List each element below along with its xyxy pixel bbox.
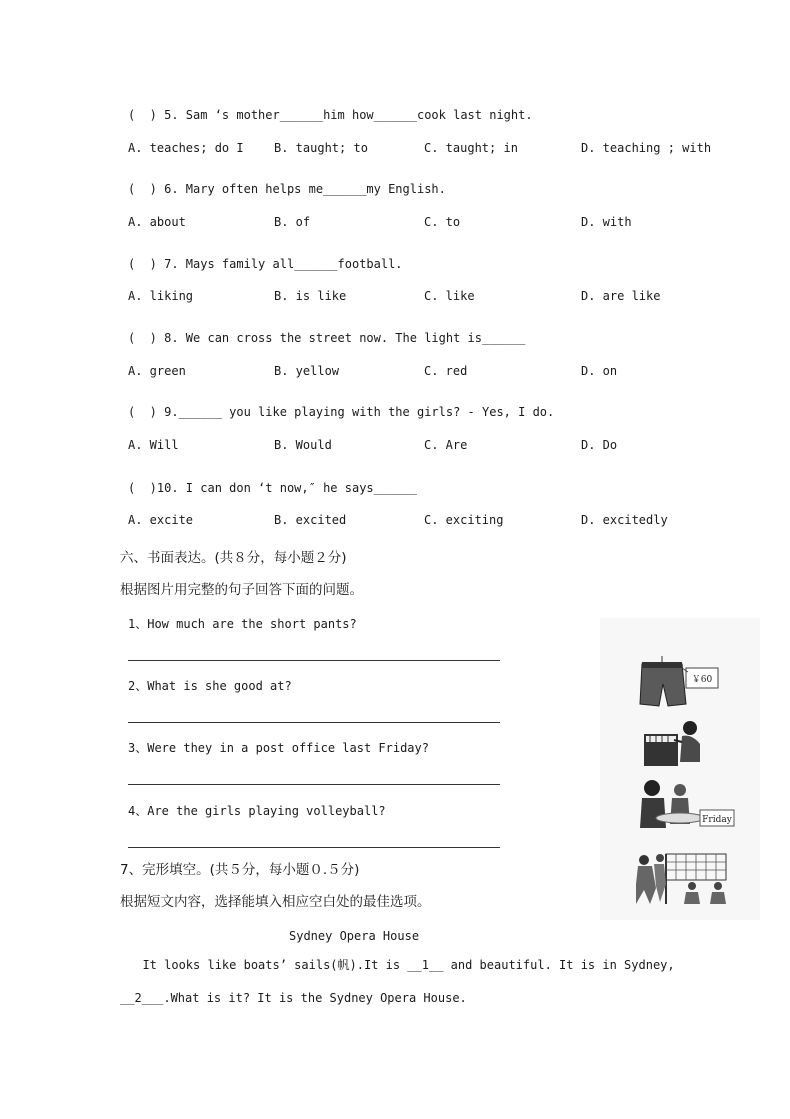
section6-title: 六、书面表达。(共８分，每小题２分) (120, 550, 347, 566)
option-c: C. Are (424, 438, 468, 452)
section6-instruction: 根据图片用完整的句子回答下面的问题。 (120, 582, 363, 598)
option-c: C. taught; in (424, 141, 518, 155)
writing-question-2: 2、What is she good at? (128, 679, 292, 693)
option-a: A. green (128, 364, 186, 378)
option-a: A. Will (128, 438, 179, 452)
question-stem: ( ) 5. Sam ‘s mother______him how______cook last night. (128, 108, 533, 122)
option-a: A. about (128, 215, 186, 229)
price-tag: ￥60 (691, 675, 713, 685)
friday-picture (636, 774, 736, 836)
question-stem: ( ) 7. Mays family all______football. (128, 257, 403, 271)
question-stem: ( )10. I can don ‘t now,″ he says______ (128, 481, 417, 495)
option-d: D. with (581, 215, 632, 229)
shorts-picture (636, 654, 726, 710)
answer-line-2[interactable] (128, 722, 500, 723)
option-b: B. is like (274, 289, 347, 303)
option-d: D. teaching ; with (581, 141, 712, 155)
piano-picture (640, 716, 710, 770)
answer-line-4[interactable] (128, 847, 500, 848)
option-b: B. excited (274, 513, 347, 527)
answer-line-3[interactable] (128, 784, 500, 785)
passage-line-1: It looks like boats’ sails(帆).It is __1__ and beautiful. It is in Sydney, (128, 958, 675, 972)
option-c: C. exciting (424, 513, 504, 527)
writing-question-3: 3、Were they in a post office last Friday? (128, 741, 429, 755)
passage-line-2: __2___.What is it? It is the Sydney Opera House. (120, 991, 467, 1005)
option-c: C. to (424, 215, 461, 229)
section7-instruction: 根据短文内容，选择能填入相应空白处的最佳选项。 (120, 894, 431, 910)
volleyball-picture (630, 848, 740, 906)
writing-question-1: 1、How much are the short pants? (128, 617, 357, 631)
option-a: A. excite (128, 513, 194, 527)
option-b: B. of (274, 215, 311, 229)
answer-line-1[interactable] (128, 660, 500, 661)
option-c: C. red (424, 364, 468, 378)
section7-title: 7、完形填空。(共５分，每小题０.５分) (120, 862, 360, 878)
option-a: A. liking (128, 289, 194, 303)
question-stem: ( ) 8. We can cross the street now. The light is______ (128, 331, 526, 345)
option-d: D. Do (581, 438, 618, 452)
question-stem: ( ) 6. Mary often helps me______my English. (128, 182, 446, 196)
writing-question-4: 4、Are the girls playing volleyball? (128, 804, 386, 818)
option-b: B. yellow (274, 364, 340, 378)
option-d: D. excitedly (581, 513, 668, 527)
option-d: D. on (581, 364, 618, 378)
option-c: C. like (424, 289, 475, 303)
option-d: D. are like (581, 289, 661, 303)
passage-title: Sydney Opera House (289, 929, 420, 943)
question-stem: ( ) 9.______ you like playing with the girls? - Yes, I do. (128, 405, 555, 419)
friday-sign: Friday (702, 815, 732, 825)
option-b: B. Would (274, 438, 332, 452)
option-b: B. taught; to (274, 141, 368, 155)
option-a: A. teaches; do I (128, 141, 244, 155)
